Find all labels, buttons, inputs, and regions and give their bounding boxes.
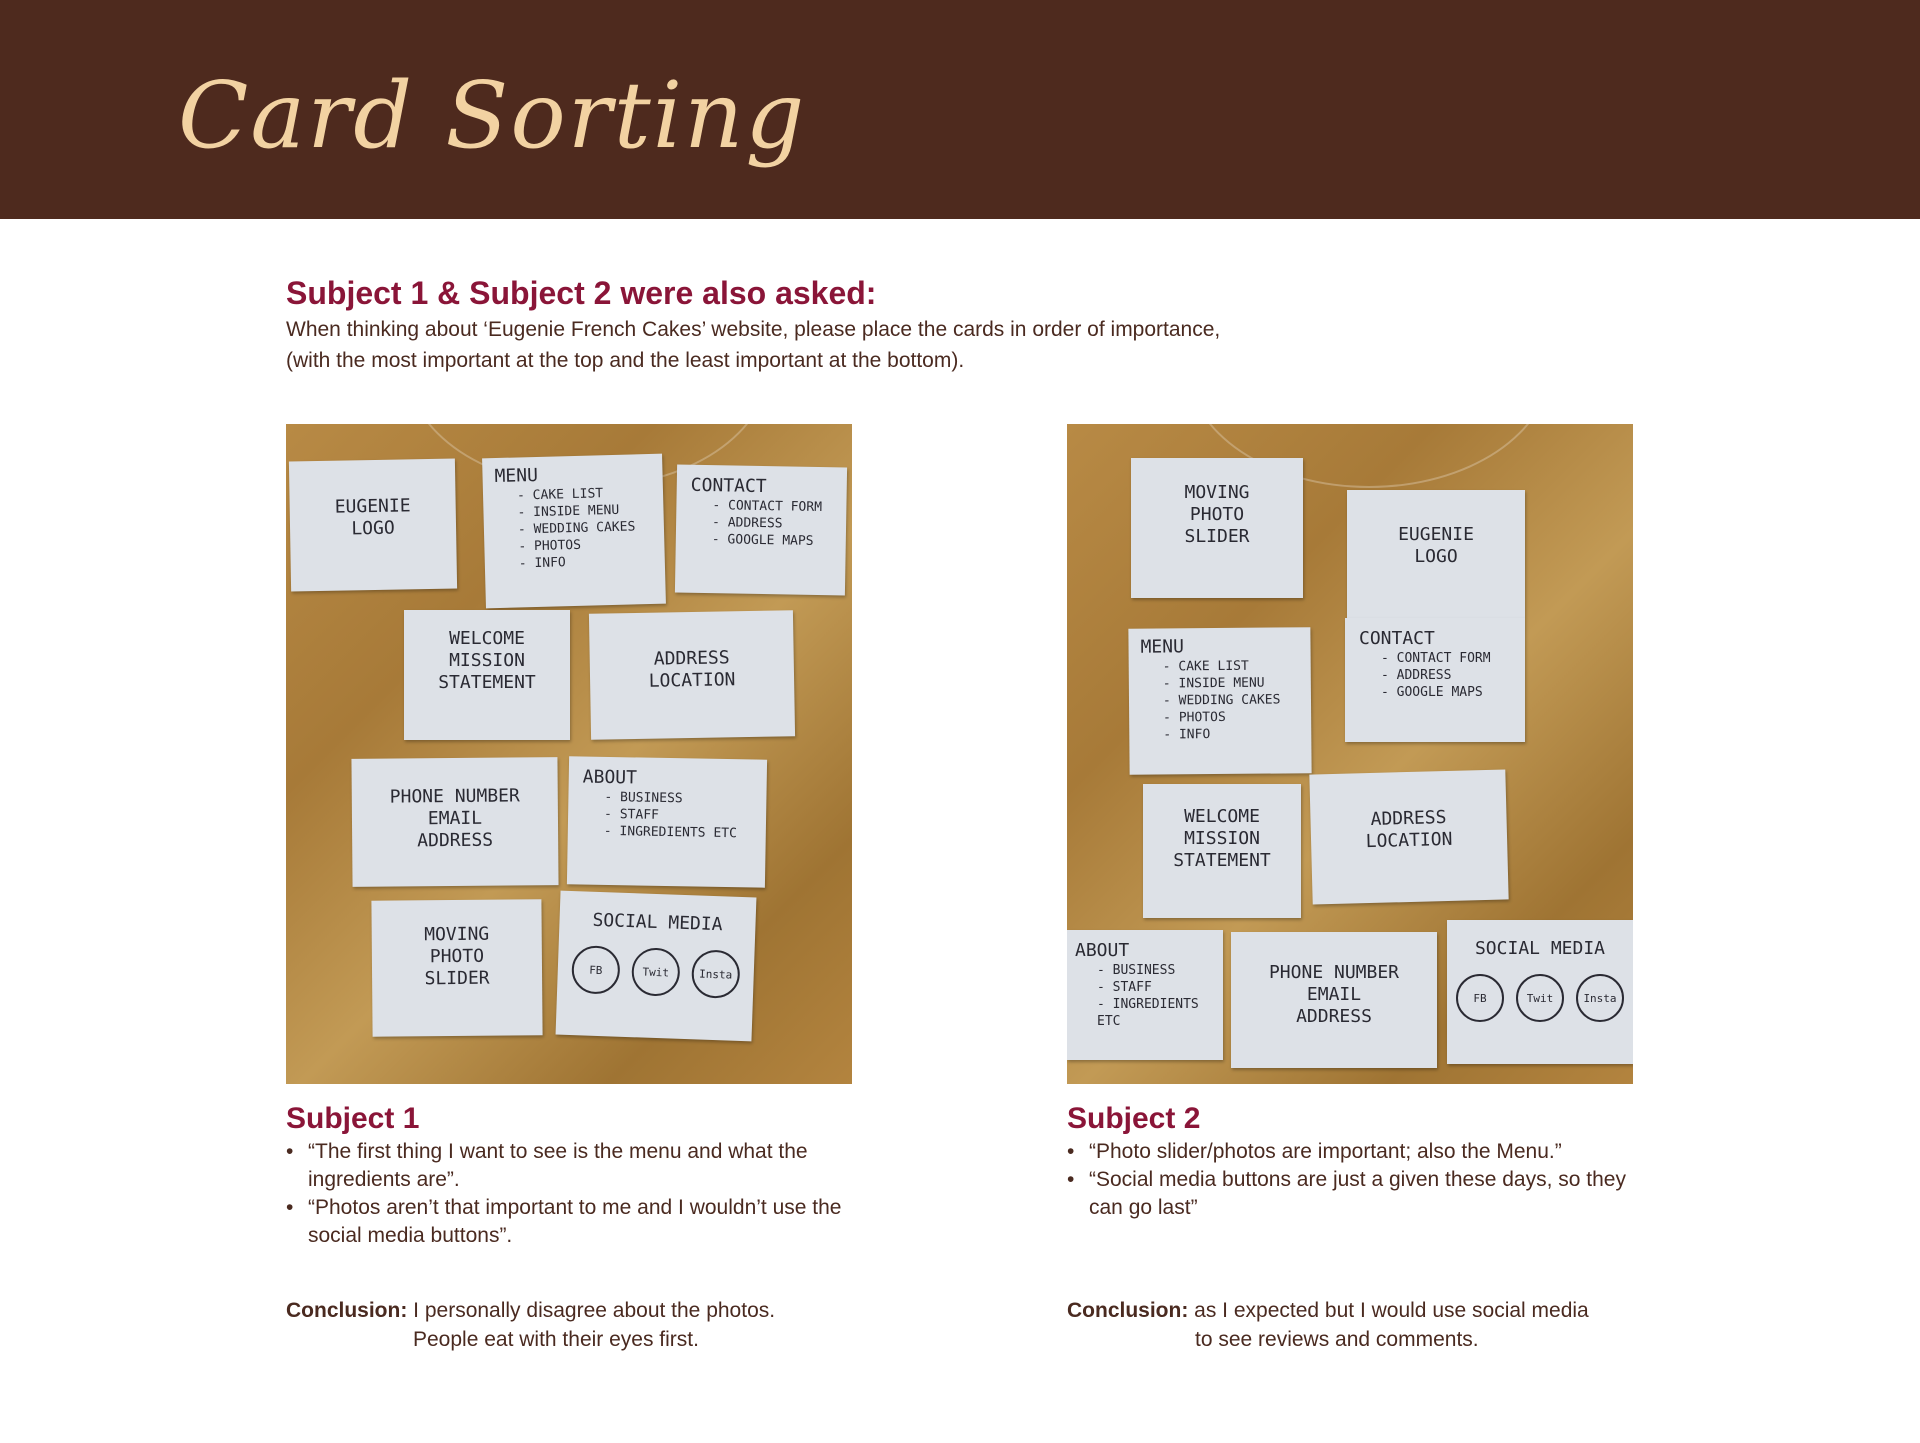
subject-1-title: Subject 1 [286, 1102, 420, 1135]
card-address [589, 610, 795, 740]
intro-line-2: (with the most important at the top and the least important at the bottom). [286, 349, 965, 372]
card-item: - ADDRESS [711, 515, 783, 532]
card-item: - CONTACT FORM [712, 498, 823, 516]
card-title: SOCIAL MEDIA [1474, 938, 1606, 959]
card-text: PHONE NUMBER EMAIL ADDRESS [389, 785, 520, 852]
card-item: - WEDDING CAKES [517, 519, 636, 538]
card-eugenie-logo [1347, 490, 1525, 618]
card-text: ADDRESS LOCATION [1365, 807, 1453, 853]
card-item: - PHOTOS [518, 537, 582, 555]
card-text: MOVING PHOTO SLIDER [424, 923, 490, 990]
card-title: MENU [494, 464, 539, 488]
card-items [690, 497, 839, 551]
card-social-media [1447, 920, 1633, 1064]
conclusion-line-1: as I expected but I would use social media [1194, 1299, 1589, 1322]
card-item: - PHOTOS [1163, 709, 1226, 726]
card-photo-slider [371, 899, 542, 1036]
card-text: EUGENIE LOGO [1398, 524, 1474, 567]
subject-2-title: Subject 2 [1067, 1102, 1201, 1135]
card-text: MOVING PHOTO SLIDER [1184, 482, 1250, 547]
instagram-circle: Insta [1576, 974, 1624, 1022]
card-item: - CAKE LIST [1162, 658, 1249, 675]
card-item: - CAKE LIST [516, 486, 604, 504]
card-title: MENU [1140, 636, 1184, 658]
card-text: WELCOME MISSION STATEMENT [438, 628, 536, 693]
header-banner [0, 0, 1920, 219]
card-title: ABOUT [1075, 940, 1130, 961]
card-text: EUGENIE LOGO [334, 495, 411, 540]
card-item: - INFO [1163, 727, 1211, 743]
card-item: - BUSINESS [1097, 963, 1176, 978]
card-phone [351, 757, 558, 887]
quote-item: • “Social media buttons are just a given these days, so they can go last” [1067, 1166, 1647, 1222]
card-sort-photo-subject-1 [286, 424, 852, 1084]
card-title: CONTACT [1359, 628, 1435, 649]
quote-item: • “The first thing I want to see is the menu and what the ingredients are”. [286, 1138, 846, 1194]
card-item: - INSIDE MENU [517, 502, 620, 521]
card-items [1075, 962, 1217, 1030]
card-item: - INGREDIENTS ETC [1097, 997, 1199, 1029]
intro-line-1: When thinking about ‘Eugenie French Cakes’ website, please place the cards in order of importance, [286, 318, 1221, 341]
card-item: - WEDDING CAKES [1162, 692, 1281, 709]
conclusion-line-2: People eat with their eyes first. [413, 1328, 699, 1351]
subject-2-quotes [1067, 1138, 1647, 1222]
social-circles [557, 945, 755, 1000]
card-title: CONTACT [690, 474, 767, 498]
card-contact [1345, 618, 1525, 742]
card-eugenie-logo [289, 459, 457, 592]
card-item: - ADDRESS [1381, 668, 1452, 683]
card-menu [482, 454, 666, 609]
card-title: ABOUT [582, 766, 638, 789]
card-item: - STAFF [603, 806, 660, 823]
conclusion-line-2: to see reviews and comments. [1195, 1328, 1479, 1351]
card-item: - CONTACT FORM [1381, 651, 1491, 666]
card-items [1141, 657, 1304, 743]
card-contact [675, 465, 847, 596]
card-items [1359, 650, 1517, 701]
subject-1-conclusion [286, 1296, 866, 1354]
facebook-circle: FB [571, 945, 621, 995]
card-items [582, 789, 759, 843]
subject-1-quotes [286, 1138, 846, 1250]
card-item: - BUSINESS [604, 789, 683, 807]
quote-item: • “Photo slider/photos are important; also the Menu.” [1067, 1138, 1647, 1166]
twitter-circle: Twit [631, 947, 681, 997]
card-item: - GOOGLE MAPS [1381, 685, 1483, 700]
card-address [1309, 769, 1508, 904]
card-item: - INSIDE MENU [1162, 675, 1265, 692]
card-item: - STAFF [1097, 980, 1152, 995]
card-social-media [556, 891, 757, 1042]
card-item: - INGREDIENTS ETC [603, 823, 737, 842]
subject-2-conclusion [1067, 1296, 1647, 1354]
social-circles [1447, 974, 1633, 1022]
card-sort-photo-subject-2 [1067, 424, 1633, 1084]
page-title: Card Sorting [178, 62, 807, 169]
card-about [567, 756, 767, 887]
card-phone [1231, 932, 1437, 1068]
card-photo-slider [1131, 458, 1303, 598]
facebook-circle: FB [1456, 974, 1504, 1022]
card-item: - GOOGLE MAPS [711, 532, 814, 549]
card-about [1067, 930, 1223, 1060]
card-text: ADDRESS LOCATION [648, 647, 736, 692]
card-item: - INFO [518, 555, 566, 572]
conclusion-label: Conclusion: [286, 1299, 408, 1322]
card-items [495, 484, 657, 573]
card-text: WELCOME MISSION STATEMENT [1173, 806, 1271, 871]
twitter-circle: Twit [1516, 974, 1564, 1022]
card-welcome [1143, 784, 1301, 918]
card-text: PHONE NUMBER EMAIL ADDRESS [1268, 962, 1400, 1027]
conclusion-label: Conclusion: [1067, 1299, 1189, 1322]
card-menu [1128, 627, 1311, 775]
intro-text [286, 314, 1406, 376]
card-welcome [404, 610, 570, 740]
intro-heading: Subject 1 & Subject 2 were also asked: [286, 275, 877, 311]
instagram-circle: Insta [691, 949, 741, 999]
card-title: SOCIAL MEDIA [592, 909, 723, 936]
conclusion-line-1: I personally disagree about the photos. [413, 1299, 776, 1322]
quote-item: • “Photos aren’t that important to me and I wouldn’t use the social media buttons”. [286, 1194, 846, 1250]
